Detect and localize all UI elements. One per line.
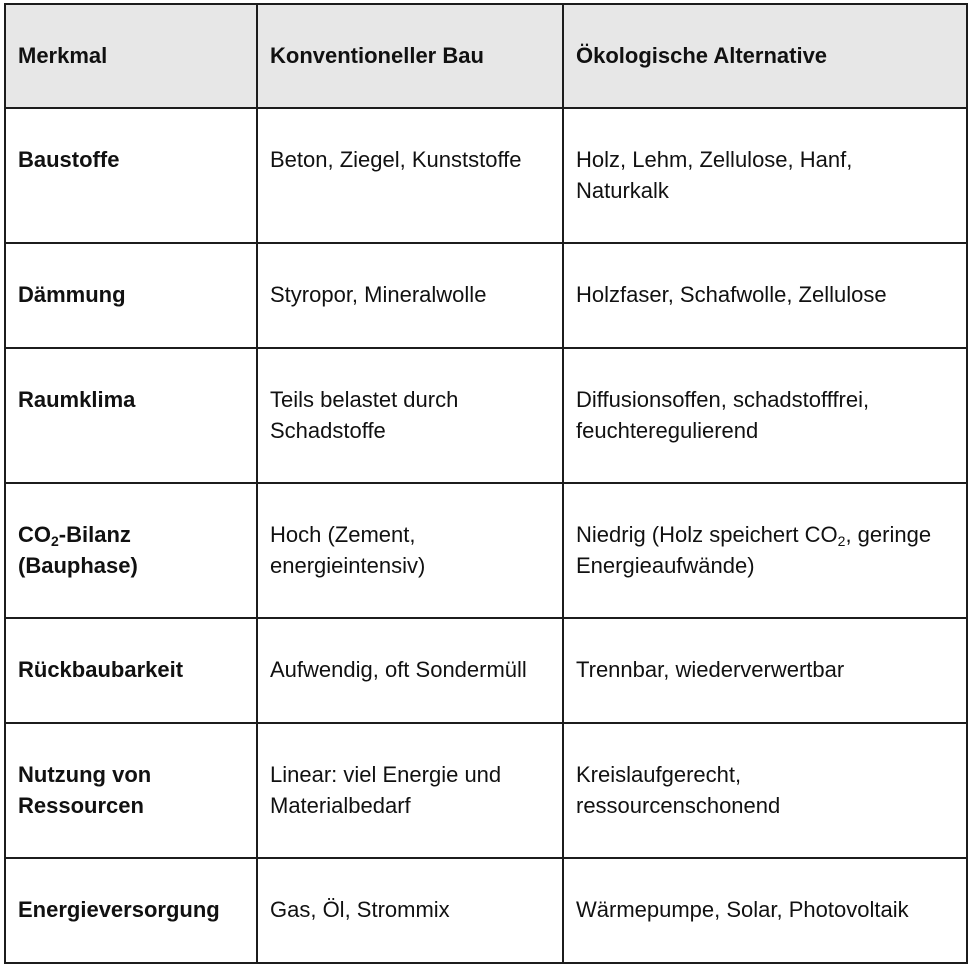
- header-row: [5, 4, 967, 108]
- row-label-daemmung: [5, 243, 257, 348]
- cell-konventionell: [257, 243, 563, 348]
- cell-oekologisch: [563, 858, 967, 963]
- row-label-nutzung-von-ressourcen: [5, 723, 257, 858]
- table-row: [5, 243, 967, 348]
- cell-text: ressourcenschonend: [576, 793, 781, 818]
- header-konventioneller-bau: Konventioneller Bau: [257, 4, 563, 108]
- cell-oekologisch: [563, 108, 967, 243]
- cell-text: Hoch (Zement,: [270, 522, 416, 547]
- cell-text: Gas, Öl, Strommix: [270, 897, 450, 922]
- cell-oekologisch: [563, 348, 967, 483]
- subscript: 2: [837, 533, 846, 549]
- cell-text: feuchteregulierend: [576, 418, 759, 443]
- cell-konventionell: [257, 618, 563, 723]
- cell-oekologisch: [563, 723, 967, 858]
- cell-text: Holz, Lehm, Zellulose, Hanf,: [576, 147, 853, 172]
- table-row: [5, 483, 967, 618]
- cell-text: Nutzung von: [18, 762, 152, 787]
- cell-text: Trennbar, wiederverwertbar: [576, 657, 845, 682]
- cell-text: Dämmung: [18, 282, 126, 307]
- row-label-co2-bilanz: [5, 483, 257, 618]
- cell-text: Schadstoffe: [270, 418, 386, 443]
- cell-text: Wärmepumpe, Solar, Photovoltaik: [576, 897, 909, 922]
- row-label-rueckbaubarkeit: [5, 618, 257, 723]
- comparison-table: [4, 3, 968, 964]
- cell-text: Niedrig (Holz speichert CO: [576, 522, 838, 547]
- cell-text: Materialbedarf: [270, 793, 411, 818]
- cell-text: Beton, Ziegel, Kunststoffe: [270, 147, 522, 172]
- cell-text: Rückbaubarkeit: [18, 657, 184, 682]
- row-label-energieversorgung: [5, 858, 257, 963]
- cell-text: Holzfaser, Schafwolle, Zellulose: [576, 282, 887, 307]
- cell-text: Raumklima: [18, 387, 136, 412]
- cell-text: Teils belastet durch: [270, 387, 459, 412]
- table-row: [5, 858, 967, 963]
- cell-text: Energieaufwände): [576, 553, 755, 578]
- cell-konventionell: [257, 348, 563, 483]
- cell-text: Diffusionsoffen, schadstofffrei,: [576, 387, 870, 412]
- cell-text: Kreislaufgerecht,: [576, 762, 742, 787]
- table-row: [5, 108, 967, 243]
- cell-text: -Bilanz: [58, 522, 131, 547]
- cell-text: (Bauphase): [18, 553, 138, 578]
- cell-text: Baustoffe: [18, 147, 120, 172]
- cell-oekologisch: [563, 243, 967, 348]
- table-row: [5, 723, 967, 858]
- table-row: [5, 348, 967, 483]
- row-label-raumklima: [5, 348, 257, 483]
- cell-oekologisch: [563, 483, 967, 618]
- header-merkmal: Merkmal: [5, 4, 257, 108]
- row-label-baustoffe: [5, 108, 257, 243]
- subscript: 2: [51, 533, 59, 549]
- cell-konventionell: [257, 858, 563, 963]
- cell-text: , geringe: [845, 522, 932, 547]
- header-oekologische-alternative: Ökologische Alternative: [563, 4, 967, 108]
- cell-oekologisch: [563, 618, 967, 723]
- cell-text: Styropor, Mineralwolle: [270, 282, 487, 307]
- cell-text: Ressourcen: [18, 793, 144, 818]
- cell-text: Aufwendig, oft Sondermüll: [270, 657, 527, 682]
- cell-konventionell: [257, 723, 563, 858]
- cell-konventionell: [257, 108, 563, 243]
- cell-konventionell: [257, 483, 563, 618]
- table-row: [5, 618, 967, 723]
- cell-text: Energieversorgung: [18, 897, 220, 922]
- cell-text: energieintensiv): [270, 553, 426, 578]
- cell-text: CO: [18, 522, 51, 547]
- cell-text: Naturkalk: [576, 178, 669, 203]
- cell-text: Linear: viel Energie und: [270, 762, 502, 787]
